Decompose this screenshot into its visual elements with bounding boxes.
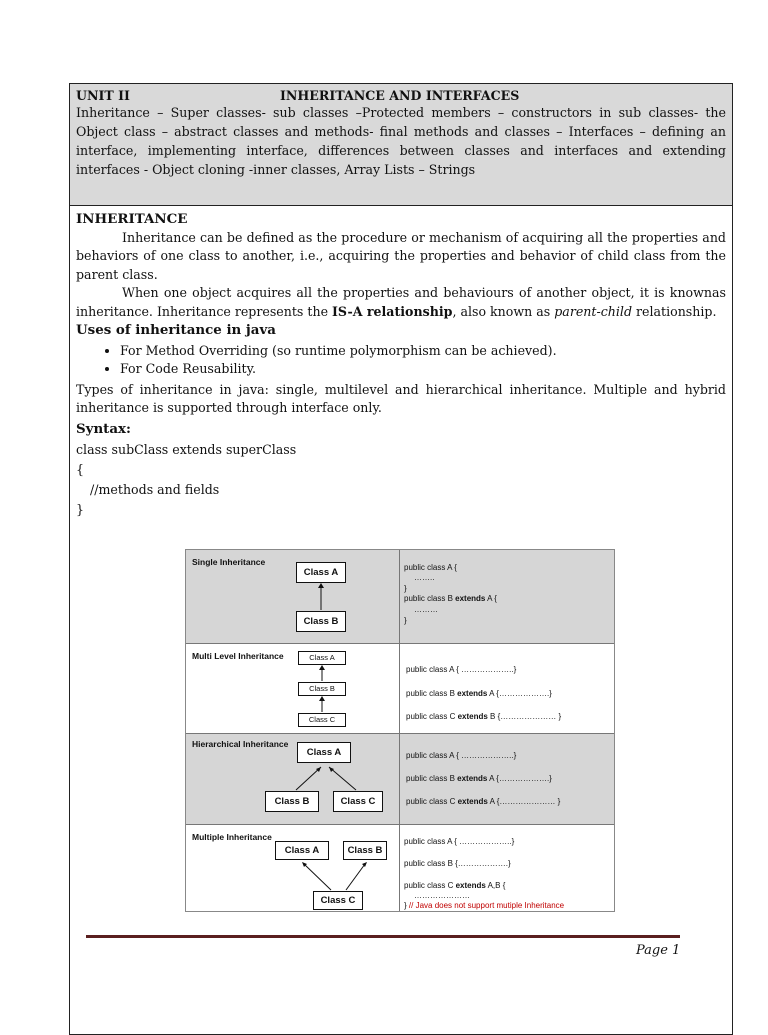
hierarchical-class-a-box: Class A	[297, 742, 351, 763]
extends-keyword: extends	[455, 881, 486, 890]
unit-syllabus: Inheritance – Super classes- sub classes –Protected members – constructors in sub classes- the Object class – abstract classes and methods- final methods and classes – Interfaces – defining an interface, implementing interface, differences between classes and interfaces and extending interfaces - Object cloning -inner classes, Array Lists – Strings	[76, 105, 726, 177]
multiple-arrows	[186, 825, 399, 911]
code-text: public class B {……………….}	[404, 859, 511, 868]
unit-header	[70, 84, 732, 206]
code-text: A {………………… }	[487, 797, 561, 806]
code-text: }	[404, 901, 409, 910]
code-text: public class A { ………………..}	[406, 751, 517, 760]
multilevel-diagram-cell	[186, 644, 400, 733]
paragraph-types: Types of inheritance in java: single, multilevel and hierarchical inheritance. Multiple and hybrid inheritance is supported through interface only.	[76, 381, 726, 415]
code-text	[406, 708, 561, 727]
para2-text-c: relationship.	[632, 303, 717, 319]
extends-keyword: extends	[457, 689, 488, 698]
section-heading: INHERITANCE	[76, 211, 188, 227]
hierarchical-diagram-cell	[186, 734, 400, 824]
extends-keyword: extends	[457, 774, 488, 783]
multiple-class-a-box: Class A	[275, 841, 329, 860]
para2-text-a: When one object acquires all the properties and behaviours of another object, it is knownas inheritance. Inheritance represents the	[76, 285, 726, 319]
multilevel-class-c-box: Class C	[298, 713, 346, 727]
code-text: ……..	[414, 573, 435, 582]
code-text: public class A { ………………..}	[404, 837, 515, 846]
code-text: A {……………….}	[487, 689, 552, 698]
list-item: • For Method Overriding (so runtime polymorphism can be achieved).	[120, 342, 726, 361]
code-text: }	[404, 616, 407, 625]
code-text: ………	[414, 605, 438, 614]
single-label: Single Inheritance	[192, 557, 266, 567]
para2-text-b: , also known as	[452, 303, 555, 319]
para2-italic: parent-child	[554, 303, 633, 319]
multilevel-class-a-box: Class A	[298, 651, 346, 665]
code-line: }	[76, 502, 85, 517]
unit-title-row	[76, 86, 726, 103]
code-text: public class B	[406, 689, 458, 698]
syllabus-table	[69, 83, 733, 1035]
hierarchical-class-b-box: Class B	[265, 791, 319, 812]
list-item: • For Code Reusability.	[120, 360, 726, 379]
code-text: public class B	[404, 594, 456, 603]
multilevel-code-cell	[400, 644, 614, 733]
single-arrow	[186, 550, 399, 644]
code-text	[404, 897, 564, 916]
code-text: public class B	[406, 774, 458, 783]
multiple-class-b-box: Class B	[343, 841, 387, 860]
paragraph-is-a	[76, 284, 726, 321]
multilevel-class-b-box: Class B	[298, 682, 346, 696]
multiple-code-cell	[400, 825, 614, 911]
code-text: …………………	[414, 891, 470, 900]
syntax-code	[76, 440, 726, 520]
code-text: }	[404, 584, 407, 593]
multiple-label: Multiple Inheritance	[192, 832, 272, 842]
hierarchical-code-cell	[400, 734, 614, 824]
extends-keyword: extends	[455, 594, 486, 603]
hierarchical-arrows	[186, 734, 399, 825]
code-line: //methods and fields	[90, 482, 220, 497]
code-text: B {………………… }	[487, 712, 562, 721]
hierarchical-label: Hierarchical Inheritance	[192, 739, 289, 749]
code-text: public class A {	[404, 563, 457, 572]
multilevel-arrows	[186, 644, 399, 734]
code-text	[406, 685, 552, 704]
code-line: class subClass extends superClass	[76, 442, 297, 457]
single-code-cell	[400, 550, 614, 643]
code-text	[406, 770, 552, 789]
unit-content	[70, 206, 732, 1034]
code-text: public class C	[404, 881, 456, 890]
unit-number: UNIT II	[76, 88, 130, 103]
code-text: A {	[485, 594, 497, 603]
code-text: public class C	[406, 797, 458, 806]
multilevel-inheritance-row	[186, 644, 614, 734]
uses-list	[76, 342, 726, 379]
page-number: Page 1	[636, 943, 681, 958]
single-diagram-cell	[186, 550, 400, 643]
single-inheritance-row	[186, 550, 614, 644]
uses-heading: Uses of inheritance in java	[76, 322, 276, 338]
unsupported-note: // Java does not support mutiple Inheritance	[408, 901, 565, 910]
code-text	[406, 793, 560, 812]
extends-keyword: extends	[457, 712, 488, 721]
paragraph-definition: Inheritance can be defined as the procedure or mechanism of acquiring all the properties and behaviors of one class to another, i.e., acquiring the properties and behavior of child class from the parent class.	[76, 229, 726, 282]
multiple-class-c-box: Class C	[313, 891, 363, 910]
code-text: public class A { ………………..}	[406, 665, 517, 674]
hierarchical-inheritance-row	[186, 734, 614, 825]
code-text: public class C	[406, 712, 458, 721]
footer-divider	[86, 935, 680, 938]
code-line: {	[76, 462, 85, 477]
code-text: A,B {	[485, 881, 506, 890]
multiple-diagram-cell	[186, 825, 400, 911]
unit-title: INHERITANCE AND INTERFACES	[280, 88, 520, 103]
multilevel-label: Multi Level Inheritance	[192, 651, 284, 661]
code-text: A {……………….}	[487, 774, 552, 783]
multiple-inheritance-row	[186, 825, 614, 911]
single-class-b-box: Class B	[296, 611, 346, 632]
hierarchical-class-c-box: Class C	[333, 791, 383, 812]
inheritance-types-diagram	[185, 549, 615, 912]
single-class-a-box: Class A	[296, 562, 346, 583]
syntax-label: Syntax:	[76, 420, 131, 437]
para2-bold: IS-A relationship	[332, 303, 453, 319]
extends-keyword: extends	[457, 797, 488, 806]
